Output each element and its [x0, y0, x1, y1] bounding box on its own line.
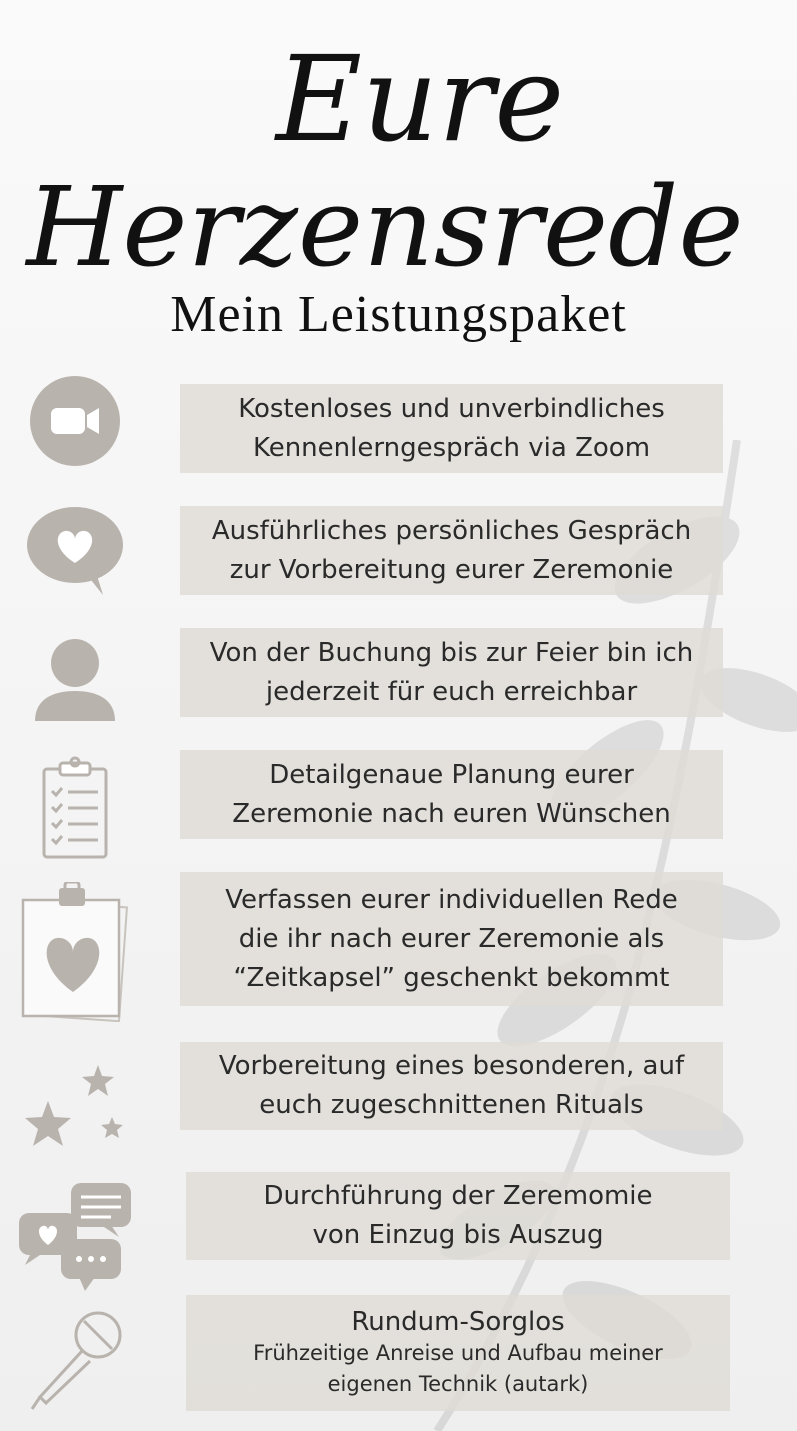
script-title-line1: Eure	[275, 30, 565, 168]
script-title	[0, 0, 797, 300]
service-text-box	[180, 750, 723, 839]
service-text-box	[186, 1295, 730, 1411]
service-text-box	[180, 872, 723, 1006]
service-line: von Einzug bis Auszug	[312, 1220, 604, 1250]
service-line: “Zeitkapsel” geschenkt bekommt	[233, 962, 670, 993]
service-line: Verfassen eurer individuellen Rede	[225, 884, 678, 915]
service-item-zoom	[0, 375, 797, 475]
service-item-conversation	[0, 505, 797, 605]
script-title-line2: Herzensrede	[26, 163, 744, 291]
service-line: eigenen Technik (autark)	[327, 1372, 589, 1396]
service-line: Durchführung der Zeremomie	[263, 1181, 653, 1211]
service-item-ritual	[0, 1042, 797, 1152]
service-line: Kostenloses und unverbindliches	[238, 393, 665, 424]
microphone-icon	[10, 1305, 140, 1415]
service-item-planning	[0, 750, 797, 860]
heart-speech-bubble-icon	[10, 505, 140, 597]
service-text-box	[180, 1042, 723, 1130]
service-text-box	[180, 506, 723, 595]
service-line: Vorbereitung eines besonderen, auf	[218, 1051, 685, 1081]
service-line: euch zugeschnittenen Rituals	[259, 1090, 644, 1120]
service-line: zur Vorbereitung eurer Zeremonie	[229, 554, 674, 585]
clipboard-checklist-icon	[10, 755, 140, 860]
service-line: Von der Buchung bis zur Feier bin ich	[209, 637, 694, 668]
service-heading: Rundum-Sorglos	[351, 1307, 565, 1337]
clipboard-heart-icon	[10, 882, 140, 1022]
service-line: Frühzeitige Anreise und Aufbau meiner	[253, 1341, 663, 1365]
video-camera-icon	[10, 375, 140, 467]
service-line: Kennenlerngespräch via Zoom	[252, 432, 651, 463]
service-line: die ihr nach eurer Zeremonie als	[238, 923, 665, 954]
service-line: jederzeit für euch erreichbar	[265, 676, 638, 707]
person-icon	[10, 633, 140, 725]
service-line: Detailgenaue Planung eurer	[269, 759, 634, 790]
service-item-carefree	[0, 1295, 797, 1415]
service-item-speech	[0, 872, 797, 1022]
stars-icon	[10, 1057, 140, 1152]
service-line: Zeremonie nach euren Wünschen	[232, 798, 671, 829]
service-text-box	[180, 628, 723, 717]
service-item-availability	[0, 628, 797, 728]
service-text-box	[186, 1172, 730, 1260]
service-line: Ausführliches persönliches Gespräch	[211, 515, 692, 546]
page-subtitle: Mein Leistungspaket	[170, 286, 627, 343]
service-text-box	[180, 384, 723, 473]
title-block	[0, 0, 797, 360]
service-item-ceremony	[0, 1172, 797, 1292]
chat-bubbles-icon	[10, 1177, 140, 1292]
